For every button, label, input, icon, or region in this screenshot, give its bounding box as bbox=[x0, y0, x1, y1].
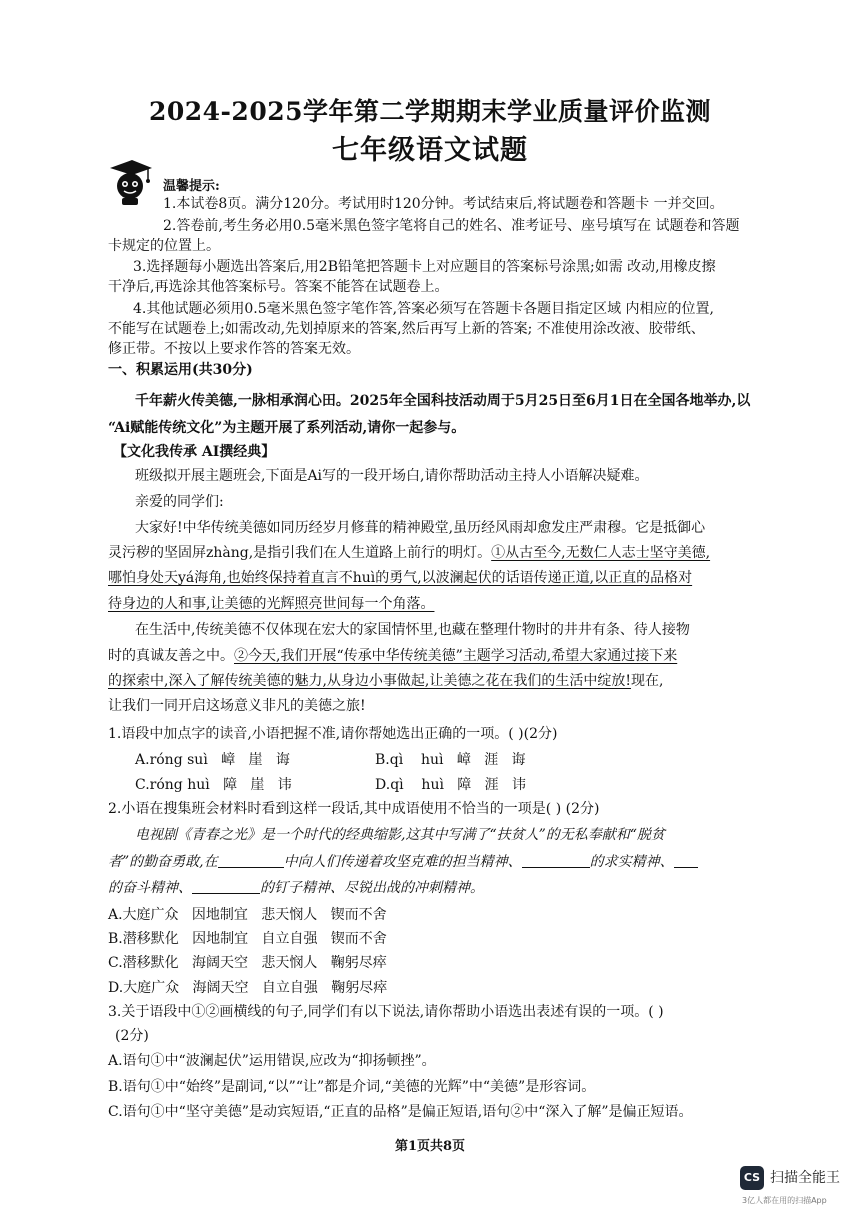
mascot-icon bbox=[106, 158, 156, 206]
intro-line-2: “Ai赋能传统文化”为主题开展了系列活动,请你一起参与。 bbox=[108, 420, 466, 436]
q2-passage-line-1: 电视剧《青春之光》是一个时代的经典缩影,这其中写满了“扶贫人”的无私奉献和“脱贫 bbox=[135, 827, 665, 843]
tip-4-line-2: 不能写在试题卷上;如需改动,先划掉原来的答案,然后再写上新的答案; 不准使用涂改液、胶带纸、 bbox=[108, 321, 705, 337]
section-heading: 一、积累运用(共30分) bbox=[108, 362, 253, 378]
blank-4 bbox=[192, 879, 260, 894]
paragraph-1-line-1: 大家好!中华传统美德如同历经岁月修葺的精神殿堂,虽历经风雨却愈发庄严肃穆。它是抵御心 bbox=[135, 520, 706, 536]
option-text: qì huì 障 涯 讳 bbox=[390, 777, 526, 793]
passage-text: 者”的勤奋勇敢,在 bbox=[108, 854, 218, 870]
passage-text: 的钉子精神、尽锐出战的冲刺精神。 bbox=[260, 880, 484, 896]
option-label: D. bbox=[375, 777, 391, 793]
q2-option-a: A.大庭广众 因地制宜 悲天悯人 锲而不舍 bbox=[108, 907, 387, 923]
passage-text: 的求实精神、 bbox=[589, 854, 674, 870]
q3-option-c: C.语句①中“坚守美德”是动宾短语,“正直的品格”是偏正短语,语句②中“深入了解”是偏正短语。 bbox=[108, 1104, 693, 1120]
blank-2 bbox=[522, 853, 590, 868]
option-text: róng huì 障 崖 讳 bbox=[149, 777, 292, 793]
tip-3-line-1: 3.选择题每小题选出答案后,用2B铅笔把答题卡上对应题目的答案标号涂黑;如需 改动,用橡皮擦 bbox=[133, 259, 716, 275]
sentence-1-line-2: 哪怕身处天yá海角,也始终保持着直言不huì的勇气,以波澜起伏的话语传递正道,以正直的品格对 bbox=[108, 570, 693, 586]
tip-4-line-3: 修正带。不按以上要求作答的答案无效。 bbox=[108, 341, 360, 357]
q2-option-c: C.潜移默化 海阔天空 悲天悯人 鞠躬尽瘁 bbox=[108, 955, 387, 971]
task-text: 班级拟开展主题班会,下面是Ai写的一段开场白,请你帮助活动主持人小语解决疑难。 bbox=[135, 468, 649, 484]
q2-option-d: D.大庭广众 海阔天空 自立自强 鞠躬尽瘁 bbox=[108, 980, 388, 996]
intro-line-1: 千年薪火传美德,一脉相承润心田。2025年全国科技活动周于5月25日至6月1日在全国各地举办,以 bbox=[135, 393, 751, 409]
q3-option-b: B.语句①中“始终”是副词,“以”“让”都是介词,“美德的光辉”中“美德”是形容词。 bbox=[108, 1079, 596, 1095]
blank-3 bbox=[674, 853, 698, 868]
blank-1 bbox=[218, 853, 284, 868]
q1-option-b bbox=[375, 749, 526, 769]
camscanner-logo: CS bbox=[740, 1166, 764, 1190]
tip-1: 1.本试卷8页。满分120分。考试用时120分钟。考试结束后,将试题卷和答题卡 一并交回。 bbox=[163, 196, 724, 212]
tips-label: 温馨提示: bbox=[163, 179, 220, 194]
q2-passage-line-2 bbox=[108, 851, 698, 873]
option-label: B. bbox=[375, 752, 390, 768]
tip-2-line-2: 卡规定的位置上。 bbox=[108, 238, 220, 254]
paragraph-2-tail: 现在, bbox=[630, 673, 664, 689]
paragraph-2-line-4: 让我们一同开启这场意义非凡的美德之旅! bbox=[108, 698, 366, 714]
tip-3-line-2: 干净后,再选涂其他答案标号。答案不能答在试题卷上。 bbox=[108, 279, 449, 295]
camscanner-tagline: 3亿人都在用的扫描App bbox=[742, 1196, 827, 1205]
q1-option-c bbox=[135, 774, 292, 794]
paragraph-1-text: 灵污秽的坚固屏zhàng,是指引我们在人生道路上前行的明灯。 bbox=[108, 545, 492, 561]
option-label: C. bbox=[135, 777, 150, 793]
q1-stem: 1.语段中加点字的读音,小语把握不准,请你帮她选出正确的一项。( )(2分) bbox=[108, 726, 558, 742]
sentence-2-line-2: 的探索中,深入了解传统美德的魅力,从身边小事做起,让美德之花在我们的生活中绽放! bbox=[108, 673, 631, 689]
q2-stem: 2.小语在搜集班会材料时看到这样一段话,其中成语使用不恰当的一项是( ) (2分) bbox=[108, 801, 600, 817]
option-text: róng suì 嶂 崖 诲 bbox=[149, 752, 290, 768]
q3-score: (2分) bbox=[115, 1028, 149, 1044]
q3-option-a: A.语句①中“波澜起伏”运用错误,应改为“抑扬顿挫”。 bbox=[108, 1053, 436, 1069]
exam-subtitle: 七年级语文试题 bbox=[332, 135, 528, 166]
exam-title: 2024-2025学年第二学期期末学业质量评价监测 bbox=[148, 97, 712, 126]
q3-stem: 3.关于语段中①②画横线的句子,同学们有以下说法,请你帮助小语选出表述有误的一项。( ) bbox=[108, 1004, 664, 1020]
paragraph-2-line-2 bbox=[108, 645, 677, 667]
sub-heading: 【文化我传承 AI撰经典】 bbox=[113, 444, 276, 460]
sentence-1-underlined: ①从古至今,无数仁人志士坚守美德, bbox=[491, 545, 711, 561]
greeting: 亲爱的同学们: bbox=[135, 494, 224, 510]
sentence-2-underlined: ②今天,我们开展“传承中华传统美德”主题学习活动,希望大家通过接下来 bbox=[234, 648, 678, 664]
q2-passage-line-3 bbox=[108, 877, 484, 899]
q2-option-b: B.潜移默化 因地制宜 自立自强 锲而不舍 bbox=[108, 931, 387, 947]
passage-text: 中向人们传递着攻坚克难的担当精神、 bbox=[283, 854, 522, 870]
tip-4-line-1: 4.其他试题必须用0.5毫米黑色签字笔作答,答案必须写在答题卡各题目指定区域 内相应的位置, bbox=[133, 301, 714, 317]
paragraph-2-text: 时的真诚友善之中。 bbox=[108, 648, 234, 664]
q1-option-d bbox=[375, 774, 526, 794]
paragraph-2-line-1: 在生活中,传统美德不仅体现在宏大的家国情怀里,也藏在整理什物时的井井有条、待人接物 bbox=[135, 622, 690, 638]
paragraph-1-line-2 bbox=[108, 542, 710, 564]
option-label: A. bbox=[135, 752, 150, 768]
camscanner-name: 扫描全能王 bbox=[770, 1170, 840, 1186]
tip-2-line-1: 2.答卷前,考生务必用0.5毫米黑色签字笔将自己的姓名、准考证号、座号填写在 试题卷和答题 bbox=[163, 218, 740, 234]
q1-option-a bbox=[135, 749, 290, 769]
sentence-1-line-3: 待身边的人和事,让美德的光辉照亮世间每一个角落。 bbox=[108, 596, 435, 612]
paragraph-2-line-3 bbox=[108, 670, 663, 692]
passage-text: 的奋斗精神、 bbox=[108, 880, 192, 896]
page-number: 第1页共8页 bbox=[394, 1139, 466, 1154]
option-text: qì huì 嶂 涯 诲 bbox=[389, 752, 526, 768]
